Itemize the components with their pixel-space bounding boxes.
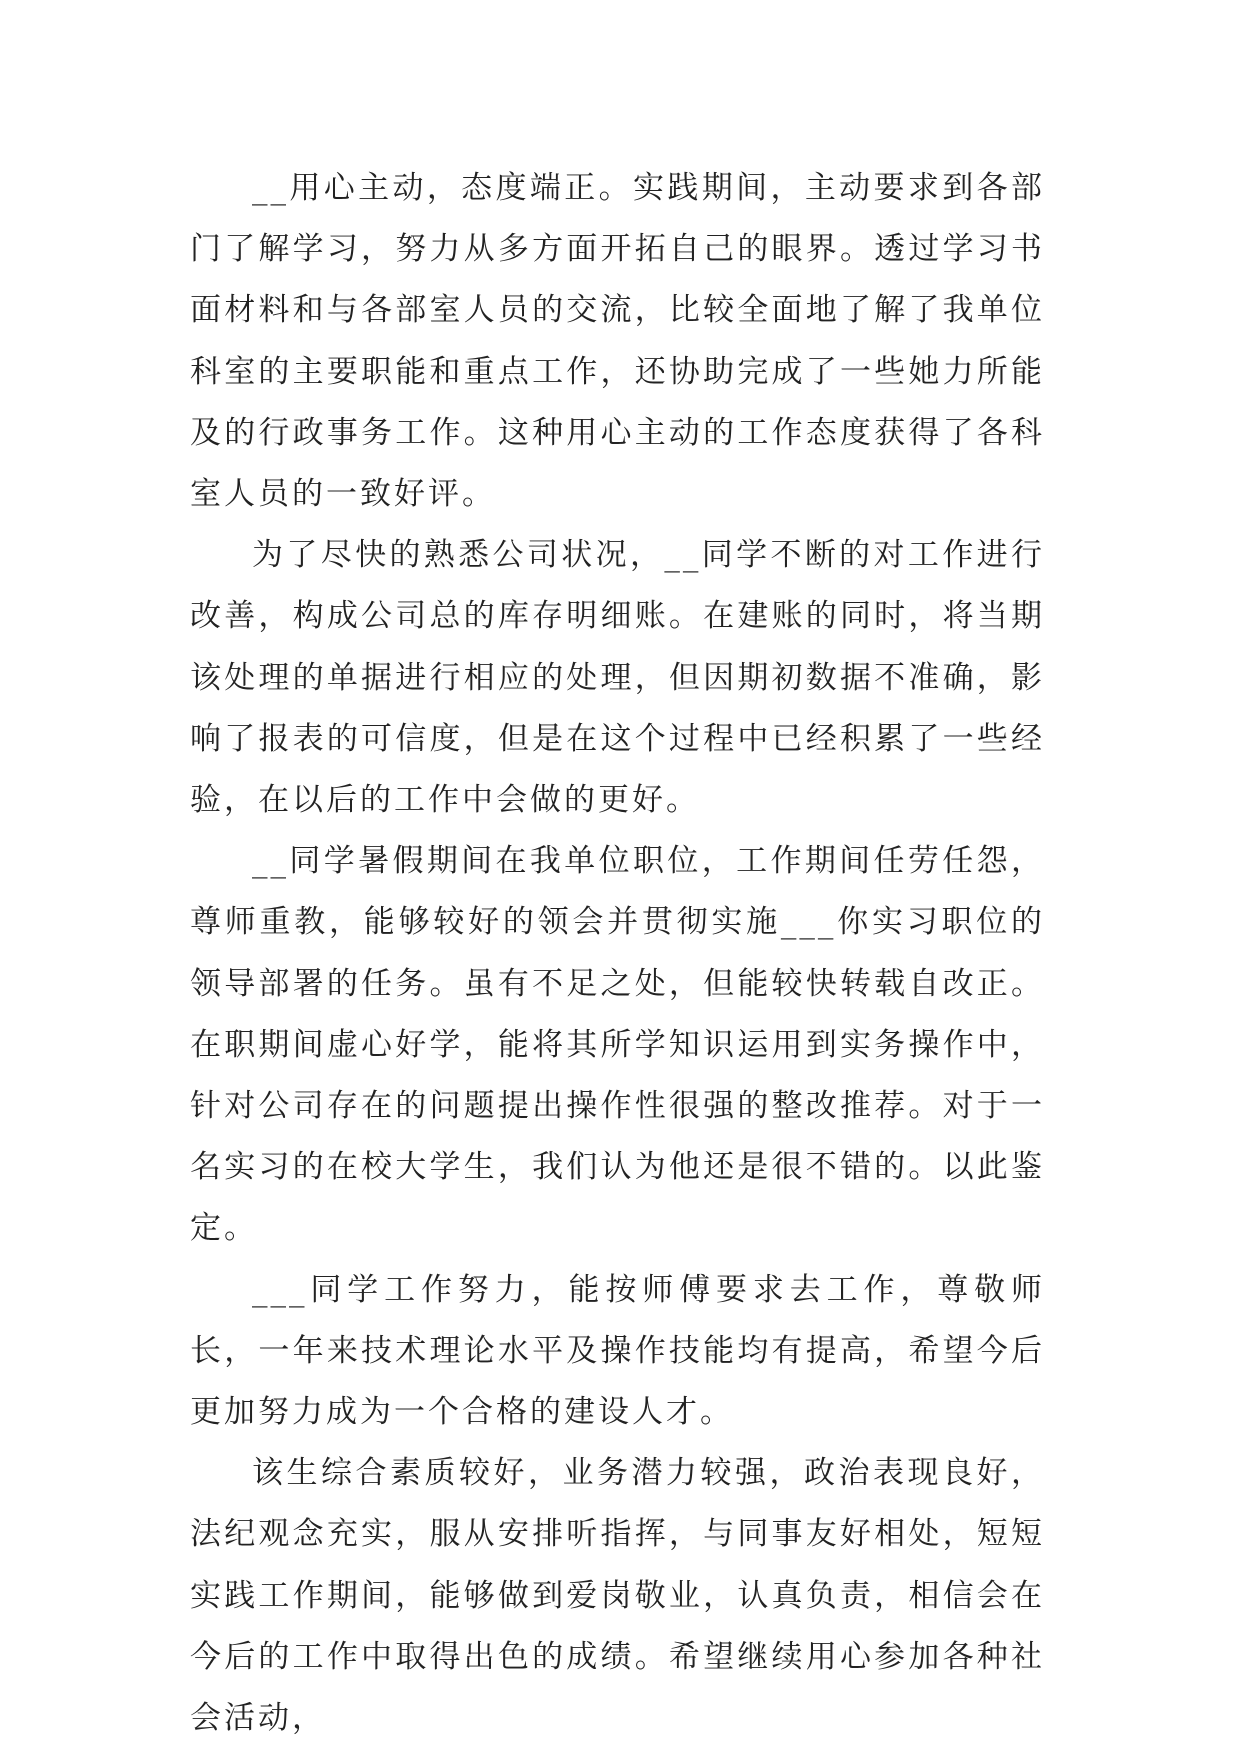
paragraph-4: ___同学工作努力，能按师傅要求去工作，尊敬师长，一年来技术理论水平及操作技能均有提高，希望今后更加努力成为一个合格的建设人才。 [190,1271,1045,1431]
paragraph-5: 该生综合素质较好，业务潜力较强，政治表现良好，法纪观念充实，服从安排听指挥，与同事友好相处，短短实践工作期间，能够做到爱岗敬业，认真负责，相信会在今后的工作中取得出色的成绩。希望继续用心参加各种社会活动， [190,1455,1045,1737]
paragraph-1: __用心主动，态度端正。实践期间，主动要求到各部门了解学习，努力从多方面开拓自己的眼界。透过学习书面材料和与各部室人员的交流，比较全面地了解了我单位科室的主要职能和重点工作，还协助完成了一些她力所能及的行政事务工作。这种用心主动的工作态度获得了各科室人员的一致好评。 [190,170,1045,513]
paragraph-3: __同学暑假期间在我单位职位，工作期间任劳任怨，尊师重教，能够较好的领会并贯彻实施___你实习职位的领导部署的任务。虽有不足之处，但能较快转载自改正。在职期间虚心好学，能将其所学知识运用到实务操作中，针对公司存在的问题提出操作性很强的整改推荐。对于一名实习的在校大学生，我们认为他还是很不错的。以此鉴定。 [190,843,1045,1247]
paragraph-2: 为了尽快的熟悉公司状况，__同学不断的对工作进行改善，构成公司总的库存明细账。在建账的同时，将当期该处理的单据进行相应的处理，但因期初数据不准确，影响了报表的可信度，但是在这个过程中已经积累了一些经验，在以后的工作中会做的更好。 [190,537,1045,819]
document-body [190,158,1045,1749]
